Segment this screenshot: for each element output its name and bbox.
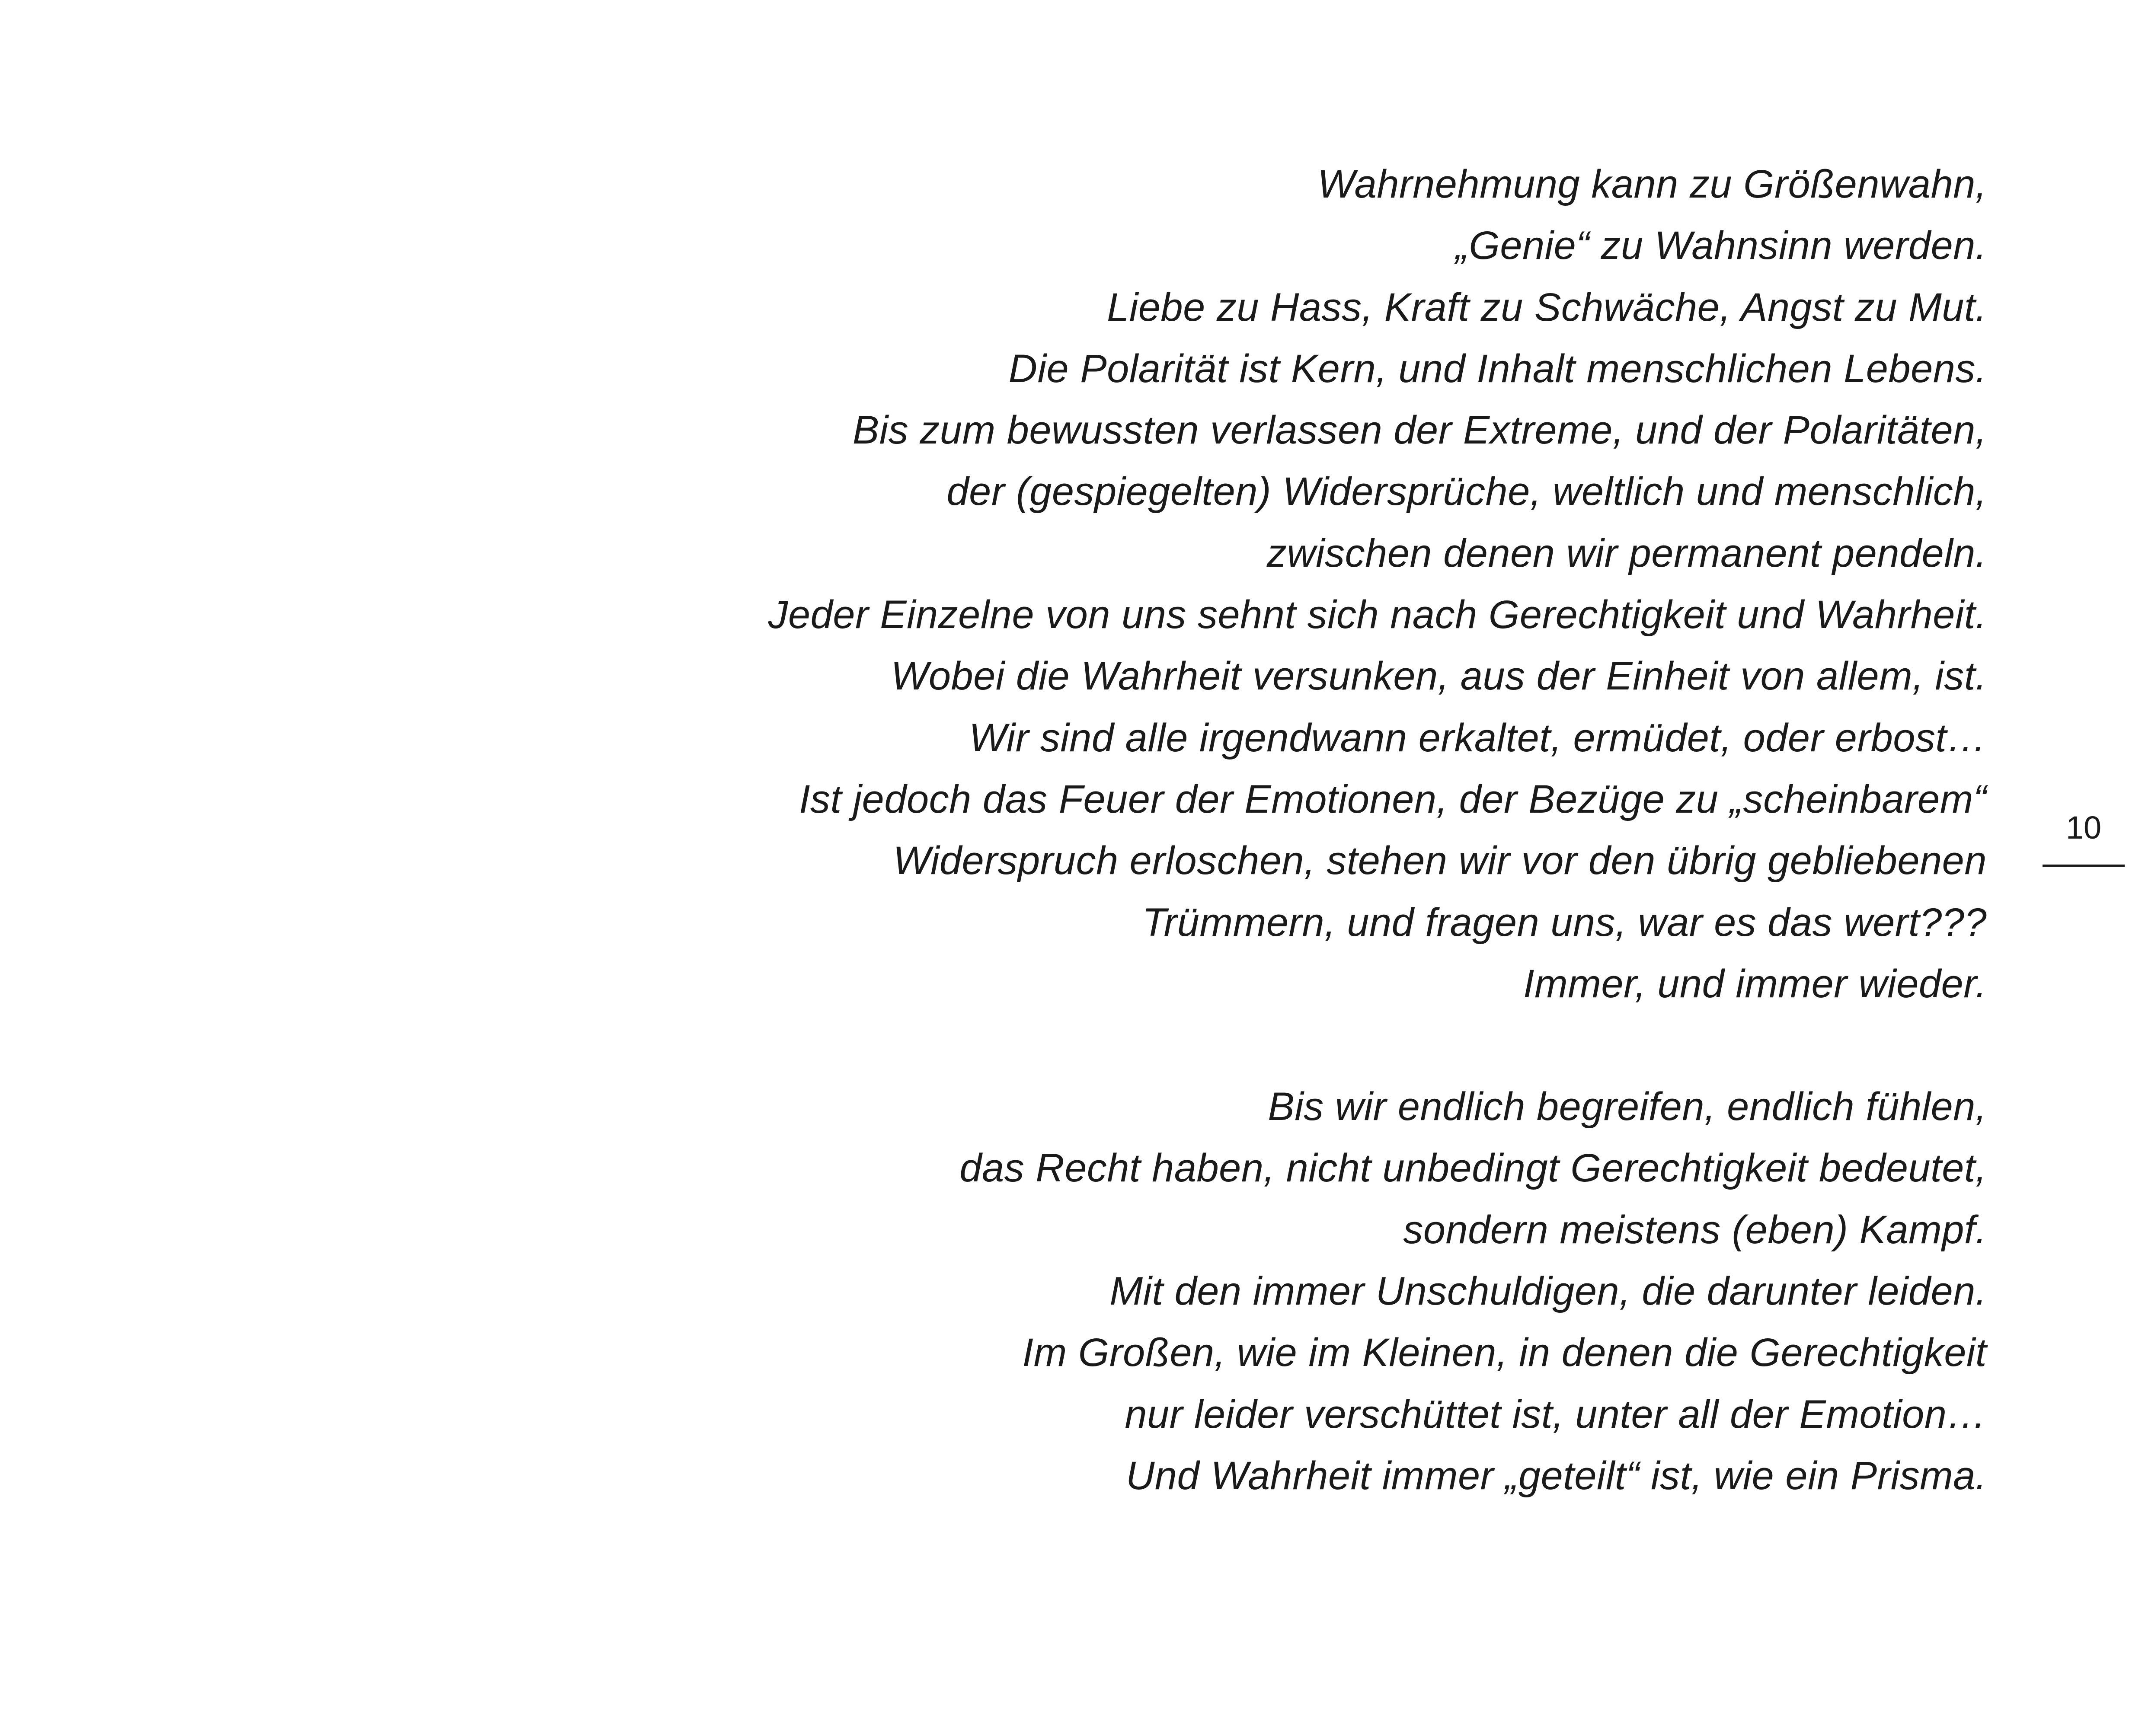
poem-line: Widerspruch erloschen, stehen wir vor den übrig gebliebenen [893, 839, 1987, 883]
stanza-1 [430, 153, 1987, 1015]
page-number-rule [2043, 865, 2125, 867]
poem-line: „Genie“ zu Wahnsinn werden. [1455, 223, 1987, 268]
poem-line: Bis wir endlich begreifen, endlich fühlen, [1268, 1085, 1987, 1129]
poem-line: Liebe zu Hass, Kraft zu Schwäche, Angst zu Mut. [1107, 285, 1987, 329]
poem-line: Wir sind alle irgendwann erkaltet, ermüdet, oder erbost… [969, 715, 1987, 760]
poem-line: Immer, und immer wieder. [1523, 961, 1987, 1006]
poem-line: zwischen denen wir permanent pendeln. [1266, 531, 1987, 575]
poem-line: Ist jedoch das Feuer der Emotionen, der Bezüge zu „scheinbarem“ [799, 777, 1987, 821]
poem-line: Wobei die Wahrheit versunken, aus der Einheit von allem, ist. [891, 654, 1987, 699]
stanza-2 [430, 1076, 1987, 1506]
poem-line: das Recht haben, nicht unbedingt Gerechtigkeit bedeutet, [959, 1146, 1987, 1190]
poem-line: Und Wahrheit immer „geteilt“ ist, wie ein Prisma. [1125, 1453, 1987, 1498]
poem-line: nur leider verschüttet ist, unter all der Emotion… [1125, 1392, 1987, 1436]
poem-line: Im Großen, wie im Kleinen, in denen die Gerechtigkeit [1022, 1331, 1987, 1375]
poem-text [430, 153, 1987, 1506]
poem-line: Mit den immer Unschuldigen, die darunter leiden. [1109, 1269, 1987, 1314]
poem-line: Bis zum bewussten verlassen der Extreme, und der Polaritäten, [852, 408, 1987, 453]
poem-line: Die Polarität ist Kern, und Inhalt menschlichen Lebens. [1008, 346, 1987, 391]
poem-line: Trümmern, und fragen uns, war es das wert??? [1142, 900, 1987, 945]
poem-line: Jeder Einzelne von uns sehnt sich nach Gerechtigkeit und Wahrheit. [768, 593, 1987, 637]
poem-line: der (gespiegelten) Widersprüche, weltlich und menschlich, [946, 469, 1987, 514]
page-number: 10 [2065, 810, 2102, 846]
poem-line: Wahrnehmung kann zu Größenwahn, [1317, 162, 1987, 206]
poem-line: sondern meistens (eben) Kampf. [1403, 1207, 1987, 1252]
